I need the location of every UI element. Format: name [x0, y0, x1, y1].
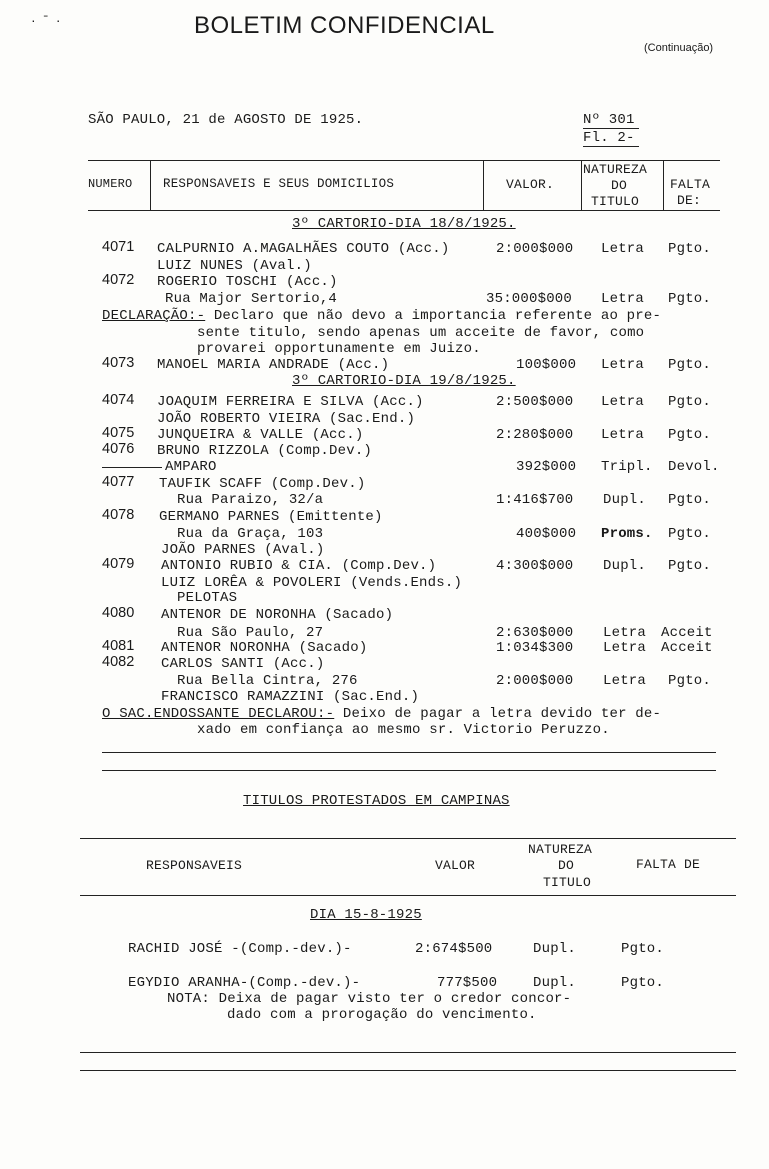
row-text: JOÃO ROBERTO VIEIRA (Sac.End.)	[157, 411, 416, 427]
row-text: PELOTAS	[177, 590, 238, 606]
table2-title: TITULOS PROTESTADOS EM CAMPINAS	[243, 793, 510, 809]
t2-col-natureza-1: NATUREZA	[528, 842, 593, 857]
row-natureza: Letra	[603, 640, 647, 656]
row-valor: 400$000	[516, 526, 577, 542]
col-natureza-3: TITULO	[591, 194, 640, 209]
row-text: EGYDIO ARANHA-(Comp.-dev.)-	[128, 975, 361, 991]
continuation-label: (Continuação)	[644, 42, 714, 54]
number-text: Nº 301	[583, 112, 635, 128]
row-valor: 2:000$000	[496, 673, 574, 689]
row-valor: 1:034$300	[496, 640, 574, 656]
row-natureza: Letra	[601, 394, 645, 410]
row-number: 4075	[102, 425, 135, 441]
row-number: 4077	[102, 474, 135, 490]
note-line: NOTA: Deixa de pagar visto ter o credor concor-	[167, 991, 572, 1007]
row-number: 4081	[102, 638, 135, 654]
row-falta: Pgto.	[668, 241, 712, 257]
declaration-line: xado em confiança ao mesmo sr. Victorio Peruzzo.	[197, 722, 610, 738]
row-falta: Pgto.	[668, 673, 712, 689]
row-text: TAUFIK SCAFF (Comp.Dev.)	[159, 476, 366, 492]
row-natureza: Letra	[601, 357, 645, 373]
col-valor: VALOR.	[506, 177, 555, 192]
row-falta: Pgto.	[668, 357, 712, 373]
col-responsaveis: RESPONSAVEIS E SEUS DOMICILIOS	[163, 177, 395, 191]
row-number: 4082	[102, 654, 135, 670]
row-natureza: Tripl.	[601, 459, 653, 475]
col-natureza-2: DO	[611, 178, 628, 193]
row-text: Rua Major Sertorio,4	[165, 291, 338, 307]
row-falta: Acceit	[661, 640, 713, 656]
row-text: BRUNO RIZZOLA (Comp.Dev.)	[157, 443, 373, 459]
row-number: 4076	[102, 441, 135, 457]
table2-date: DIA 15-8-1925	[310, 907, 422, 923]
folio: Fl. 2-	[583, 130, 635, 146]
row-number: 4079	[102, 556, 135, 572]
row-text: MANOEL MARIA ANDRADE (Acc.)	[157, 357, 390, 373]
row-text: Rua da Graça, 103	[177, 526, 324, 542]
row-valor: 35:000$000	[486, 291, 573, 307]
row-text: JUNQUEIRA & VALLE (Acc.)	[157, 427, 364, 443]
divider	[102, 770, 716, 771]
row-text: AMPARO	[165, 459, 217, 475]
row-falta: Pgto.	[668, 526, 712, 542]
row-natureza: Letra	[601, 291, 645, 307]
declaration-line: Deixo de pagar a letra devido ter de-	[334, 706, 662, 722]
row-valor: 4:300$000	[496, 558, 574, 574]
row-falta: Pgto.	[668, 492, 712, 508]
declaration-label: O SAC.ENDOSSANTE DECLAROU:-	[102, 706, 335, 722]
row-natureza: Letra	[603, 625, 647, 641]
row-text: CARLOS SANTI (Acc.)	[161, 656, 325, 672]
declaration-line: sente titulo, sendo apenas um acceite de favor, como	[197, 325, 645, 341]
t2-col-natureza-3: TITULO	[543, 875, 592, 890]
place-date: SÃO PAULO, 21 de AGOSTO DE 1925.	[88, 112, 364, 128]
row-number: 4072	[102, 272, 135, 288]
row-natureza: Letra	[601, 427, 645, 443]
row-text: Rua Bella Cintra, 276	[177, 673, 358, 689]
row-text: GERMANO PARNES (Emittente)	[159, 509, 383, 525]
row-falta: Pgto.	[668, 394, 712, 410]
row-falta: Pgto.	[668, 427, 712, 443]
row-valor: 2:630$000	[496, 625, 574, 641]
row-falta: Pgto.	[621, 941, 665, 957]
row-natureza: Dupl.	[533, 975, 577, 991]
col-natureza-1: NATUREZA	[583, 162, 648, 177]
row-valor: 2:280$000	[496, 427, 574, 443]
section-heading-2: 3º CARTORIO-DIA 19/8/1925.	[292, 373, 516, 389]
row-valor: 2:674$500	[415, 941, 493, 957]
row-text: ANTENOR DE NORONHA (Sacado)	[161, 607, 394, 623]
divider	[80, 1052, 736, 1053]
t2-col-responsaveis: RESPONSAVEIS	[146, 858, 243, 873]
row-text: JOAQUIM FERREIRA E SILVA (Acc.)	[157, 394, 424, 410]
row-falta: Pgto.	[668, 291, 712, 307]
declaration-line: Declaro que não devo a importancia referente ao pre-	[205, 308, 662, 324]
row-text: Rua Paraizo, 32/a	[177, 492, 324, 508]
t2-col-natureza-2: DO	[558, 858, 575, 873]
row-text: LUIZ LORÊA & POVOLERI (Vends.Ends.)	[161, 575, 463, 591]
row-text: LUIZ NUNES (Aval.)	[157, 258, 312, 274]
row-valor: 392$000	[516, 459, 577, 475]
row-text: JOÃO PARNES (Aval.)	[161, 542, 325, 558]
t2-col-falta: FALTA DE	[636, 857, 701, 872]
row-valor: 100$000	[516, 357, 577, 373]
row-valor: 2:000$000	[496, 241, 574, 257]
row-number: 4073	[102, 355, 135, 371]
note-line: dado com a prorogação do vencimento.	[227, 1007, 537, 1023]
col-falta-2: DE:	[677, 193, 702, 208]
row-natureza: Letra	[603, 673, 647, 689]
divider	[102, 752, 716, 753]
row-text: ANTONIO RUBIO & CIA. (Comp.Dev.)	[161, 558, 437, 574]
row-valor: 1:416$700	[496, 492, 574, 508]
row-valor: 2:500$000	[496, 394, 574, 410]
row-number: 4074	[102, 392, 135, 408]
bulletin-number	[583, 112, 635, 128]
row-text: ANTENOR NORONHA (Sacado)	[161, 640, 368, 656]
stray-mark: · ˉ ·	[31, 12, 61, 28]
row-text: ROGERIO TOSCHI (Acc.)	[157, 274, 338, 290]
declaration-line: provarei opportunamente em Juizo.	[197, 341, 481, 357]
row-falta: Pgto.	[621, 975, 665, 991]
t2-col-valor: VALOR	[435, 858, 476, 873]
col-falta-1: FALTA	[670, 177, 711, 192]
row-number: 4080	[102, 605, 135, 621]
row-falta: Pgto.	[668, 558, 712, 574]
row-falta: Acceit	[661, 625, 713, 641]
col-numero: NUMERO	[88, 177, 133, 191]
row-natureza: Dupl.	[603, 492, 647, 508]
row-text: CALPURNIO A.MAGALHÃES COUTO (Acc.)	[157, 241, 450, 257]
row-text: FRANCISCO RAMAZZINI (Sac.End.)	[161, 689, 420, 705]
row-natureza: Dupl.	[603, 558, 647, 574]
row-natureza: Dupl.	[533, 941, 577, 957]
row-text: Rua São Paulo, 27	[177, 625, 324, 641]
declaration-label: DECLARAÇÃO:-	[102, 308, 206, 324]
row-valor: 777$500	[437, 975, 498, 991]
row-text: RACHID JOSÉ -(Comp.-dev.)-	[128, 941, 352, 957]
page-title: BOLETIM CONFIDENCIAL	[194, 12, 495, 39]
row-falta: Devol.	[668, 459, 720, 475]
row-natureza: Proms.	[601, 526, 653, 542]
divider	[80, 1070, 736, 1071]
row-natureza: Letra	[601, 241, 645, 257]
row-number: 4078	[102, 507, 135, 523]
row-number: 4071	[102, 239, 135, 255]
section-heading-1: 3º CARTORIO-DIA 18/8/1925.	[292, 216, 516, 232]
